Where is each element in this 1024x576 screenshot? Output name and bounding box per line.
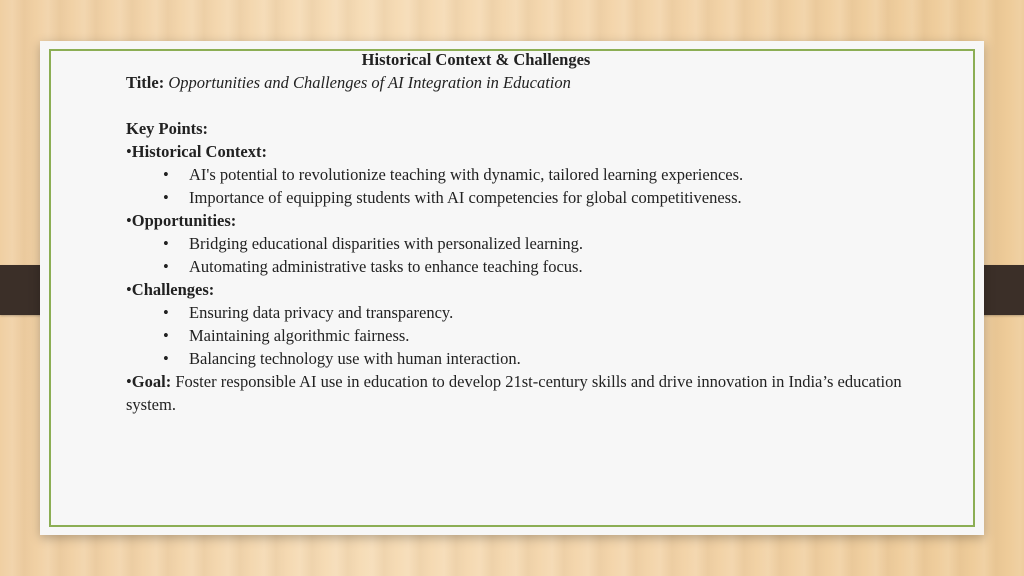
- title-value: Opportunities and Challenges of AI Integration in Education: [168, 73, 571, 92]
- spacer: [126, 94, 946, 117]
- section-label: Challenges:: [131, 280, 215, 299]
- goal-bullet: •: [126, 372, 132, 391]
- bullet-icon: •: [163, 326, 169, 345]
- section-challenges: [126, 278, 946, 301]
- bullet-icon: •: [163, 234, 169, 253]
- list-item: [126, 232, 946, 255]
- list-item-text: Automating administrative tasks to enhance teaching focus.: [189, 257, 583, 276]
- bullet-icon: •: [163, 188, 169, 207]
- section-historical-context: [126, 140, 946, 163]
- list-item: [126, 301, 946, 324]
- list-item: [126, 347, 946, 370]
- key-points-label: Key Points:: [126, 119, 209, 138]
- bullet-icon: •: [163, 349, 169, 368]
- list-item-text: Importance of equipping students with AI competencies for global competitiveness.: [189, 188, 742, 207]
- list-item-text: Balancing technology use with human interaction.: [189, 349, 521, 368]
- bullet-icon: •: [163, 257, 169, 276]
- goal-text: Foster responsible AI use in education to develop 21st-century skills and drive innovation in India’s education system.: [126, 372, 902, 414]
- title-label: Title:: [126, 73, 165, 92]
- list-item-text: Maintaining algorithmic fairness.: [189, 326, 410, 345]
- title-line: [126, 71, 946, 94]
- section-bullet: •: [126, 142, 132, 161]
- historical-context-list: [126, 163, 946, 209]
- challenges-list: [126, 301, 946, 370]
- list-item-text: AI's potential to revolutionize teaching with dynamic, tailored learning experiences.: [189, 165, 744, 184]
- bullet-icon: •: [163, 303, 169, 322]
- list-item-text: Bridging educational disparities with personalized learning.: [189, 234, 584, 253]
- list-item-text: Ensuring data privacy and transparency.: [189, 303, 454, 322]
- section-bullet: •: [126, 280, 132, 299]
- goal-label: Goal:: [131, 372, 172, 391]
- slide-heading: Historical Context & Challenges: [361, 50, 591, 69]
- list-item: [126, 163, 946, 186]
- section-opportunities: [126, 209, 946, 232]
- bullet-icon: •: [163, 165, 169, 184]
- section-label: Historical Context:: [131, 142, 267, 161]
- slide-card: [40, 41, 984, 535]
- section-bullet: •: [126, 211, 132, 230]
- section-label: Opportunities:: [131, 211, 237, 230]
- list-item: [126, 255, 946, 278]
- list-item: [126, 186, 946, 209]
- list-item: [126, 324, 946, 347]
- goal-paragraph: [126, 370, 946, 416]
- opportunities-list: [126, 232, 946, 278]
- slide-content: [126, 48, 946, 416]
